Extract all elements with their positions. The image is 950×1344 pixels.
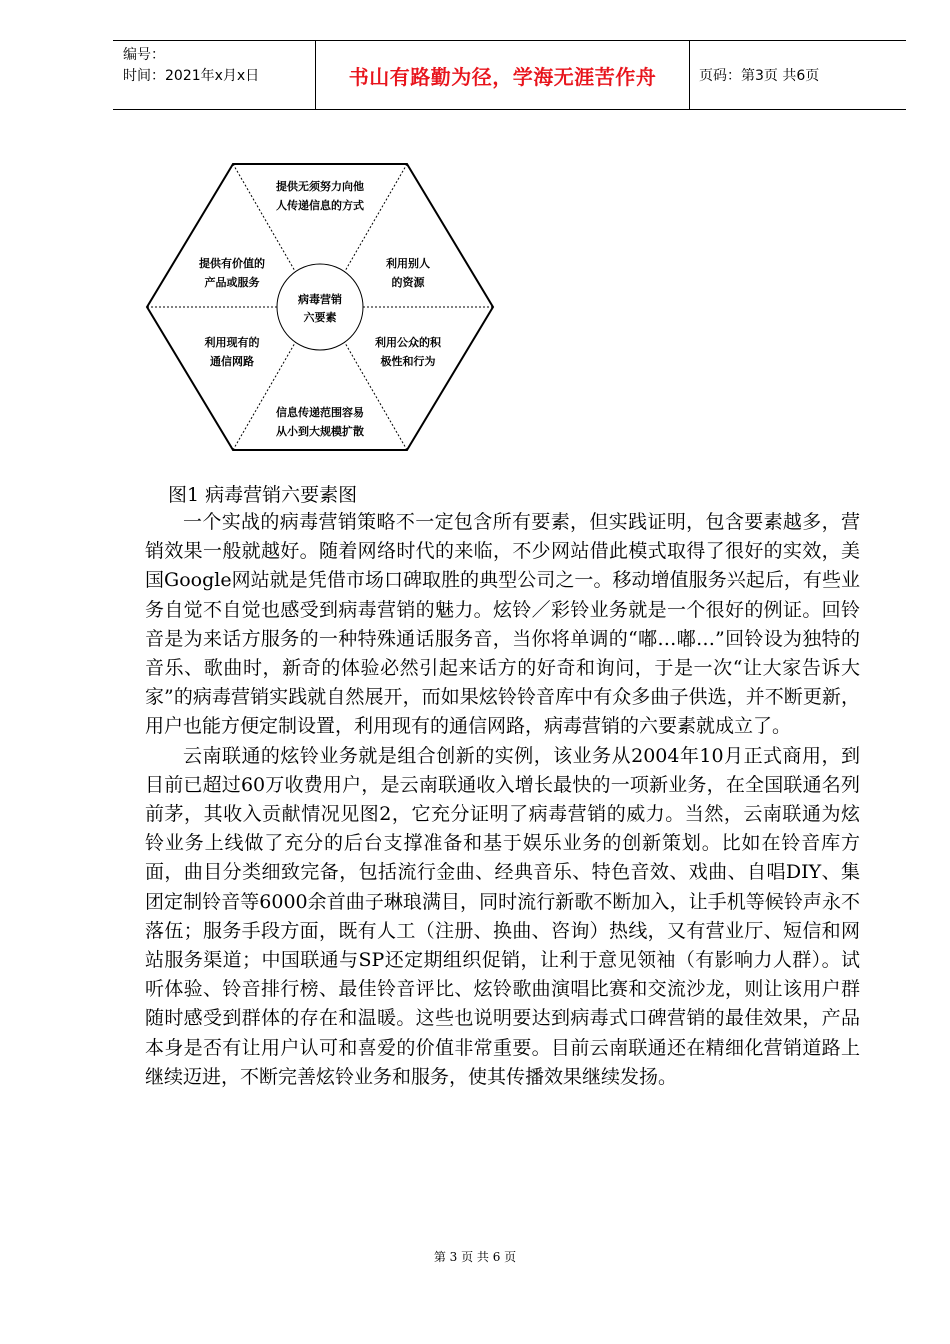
body-text (145, 508, 860, 1092)
segment-lower-left-line2: 通信网路 (210, 355, 254, 368)
segment-lower-right-line1: 利用公众的积 (375, 336, 441, 349)
segment-bottom-line2: 从小到大规模扩散 (276, 425, 364, 438)
segment-lower-left-line1: 利用现有的 (204, 336, 260, 349)
page-footer: 第 3 页 共 6 页 (433, 1250, 517, 1264)
header-motto: 书山有路勤为径，学海无涯苦作舟 (315, 41, 690, 109)
segment-upper-right-line2: 的资源 (391, 276, 425, 289)
segment-upper-right-line1: 利用别人 (386, 257, 430, 270)
segment-top-line2: 人传递信息的方式 (276, 199, 364, 212)
segment-bottom-line1: 信息传递范围容易 (276, 406, 364, 419)
document-time-label: 时间：2021年x月x日 (123, 68, 260, 84)
paragraph-2: 云南联通的炫铃业务就是组合创新的实例，该业务从2004年10月正式商用，到目前已超过60万收费用户，是云南联通收入增长最快的一项新业务，在全国联通名列前茅，其收入贡献情况见图2，它充分证明了病毒营销的威力。当然，云南联通为炫铃业务上线做了充分的后台支撑准备和基于娱乐业务的创新策划。比如在铃音库方面，曲目分类细致完备，包括流行金曲、经典音乐、特色音效、戏曲、自唱DIY、集团定制铃音等6000余首曲子琳琅满目，同时流行新歌不断加入，让手机等候铃声永不落伍；服务手段方面，既有人工（注册、换曲、咨询）热线，又有营业厅、短信和网站服务渠道；中国联通与SP还定期组织促销，让利于意见领袖（有影响力人群）。试听体验、铃音排行榜、最佳铃音评比、炫铃歌曲演唱比赛和交流沙龙，则让该用户群随时感受到群体的存在和温暖。这些也说明要达到病毒式口碑营销的最佳效果，产品本身是否有让用户认可和喜爱的价值非常重要。目前云南联通还在精细化营销道路上继续迈进，不断完善炫铃业务和服务，使其传播效果继续发扬。 (145, 744, 860, 1088)
document-number-label: 编号： (123, 47, 165, 63)
figure-caption: 图1 病毒营销六要素图 (168, 484, 358, 506)
header-meta (123, 45, 259, 87)
page-header (113, 40, 906, 110)
center-circle (277, 264, 363, 350)
segment-upper-left-line1: 提供有价值的 (199, 257, 265, 270)
center-label-line1: 病毒营销 (298, 293, 342, 306)
segment-top-line1: 提供无须努力向他 (276, 180, 364, 193)
paragraph-1: 一个实战的病毒营销策略不一定包含所有要素，但实践证明，包含要素越多，营销效果一般就越好。随着网络时代的来临，不少网站借此模式取得了很好的实效，美国Google网站就是凭借市场口碑取胜的典型公司之一。移动增值服务兴起后，有些业务自觉不自觉也感受到病毒营销的魅力。炫铃／彩铃业务就是一个很好的例证。回铃音是为来话方服务的一种特殊通话服务音，当你将单调的“嘟…嘟…”回铃设为独特的音乐、歌曲时，新奇的体验必然引起来话方的好奇和询问，于是一次“让大家告诉大家”的病毒营销实践就自然展开，而如果炫铃铃音库中有众多曲子供选，并不断更新，用户也能方便定制设置，利用现有的通信网路，病毒营销的六要素就成立了。 (145, 511, 860, 738)
segment-lower-right-line2: 极性和行为 (380, 355, 436, 368)
center-label-line2: 六要素 (303, 311, 337, 324)
segment-upper-left-line2: 产品或服务 (204, 276, 260, 289)
header-page-label: 页码：第3页 共6页 (699, 68, 820, 84)
viral-marketing-hexagon-diagram (145, 160, 495, 455)
